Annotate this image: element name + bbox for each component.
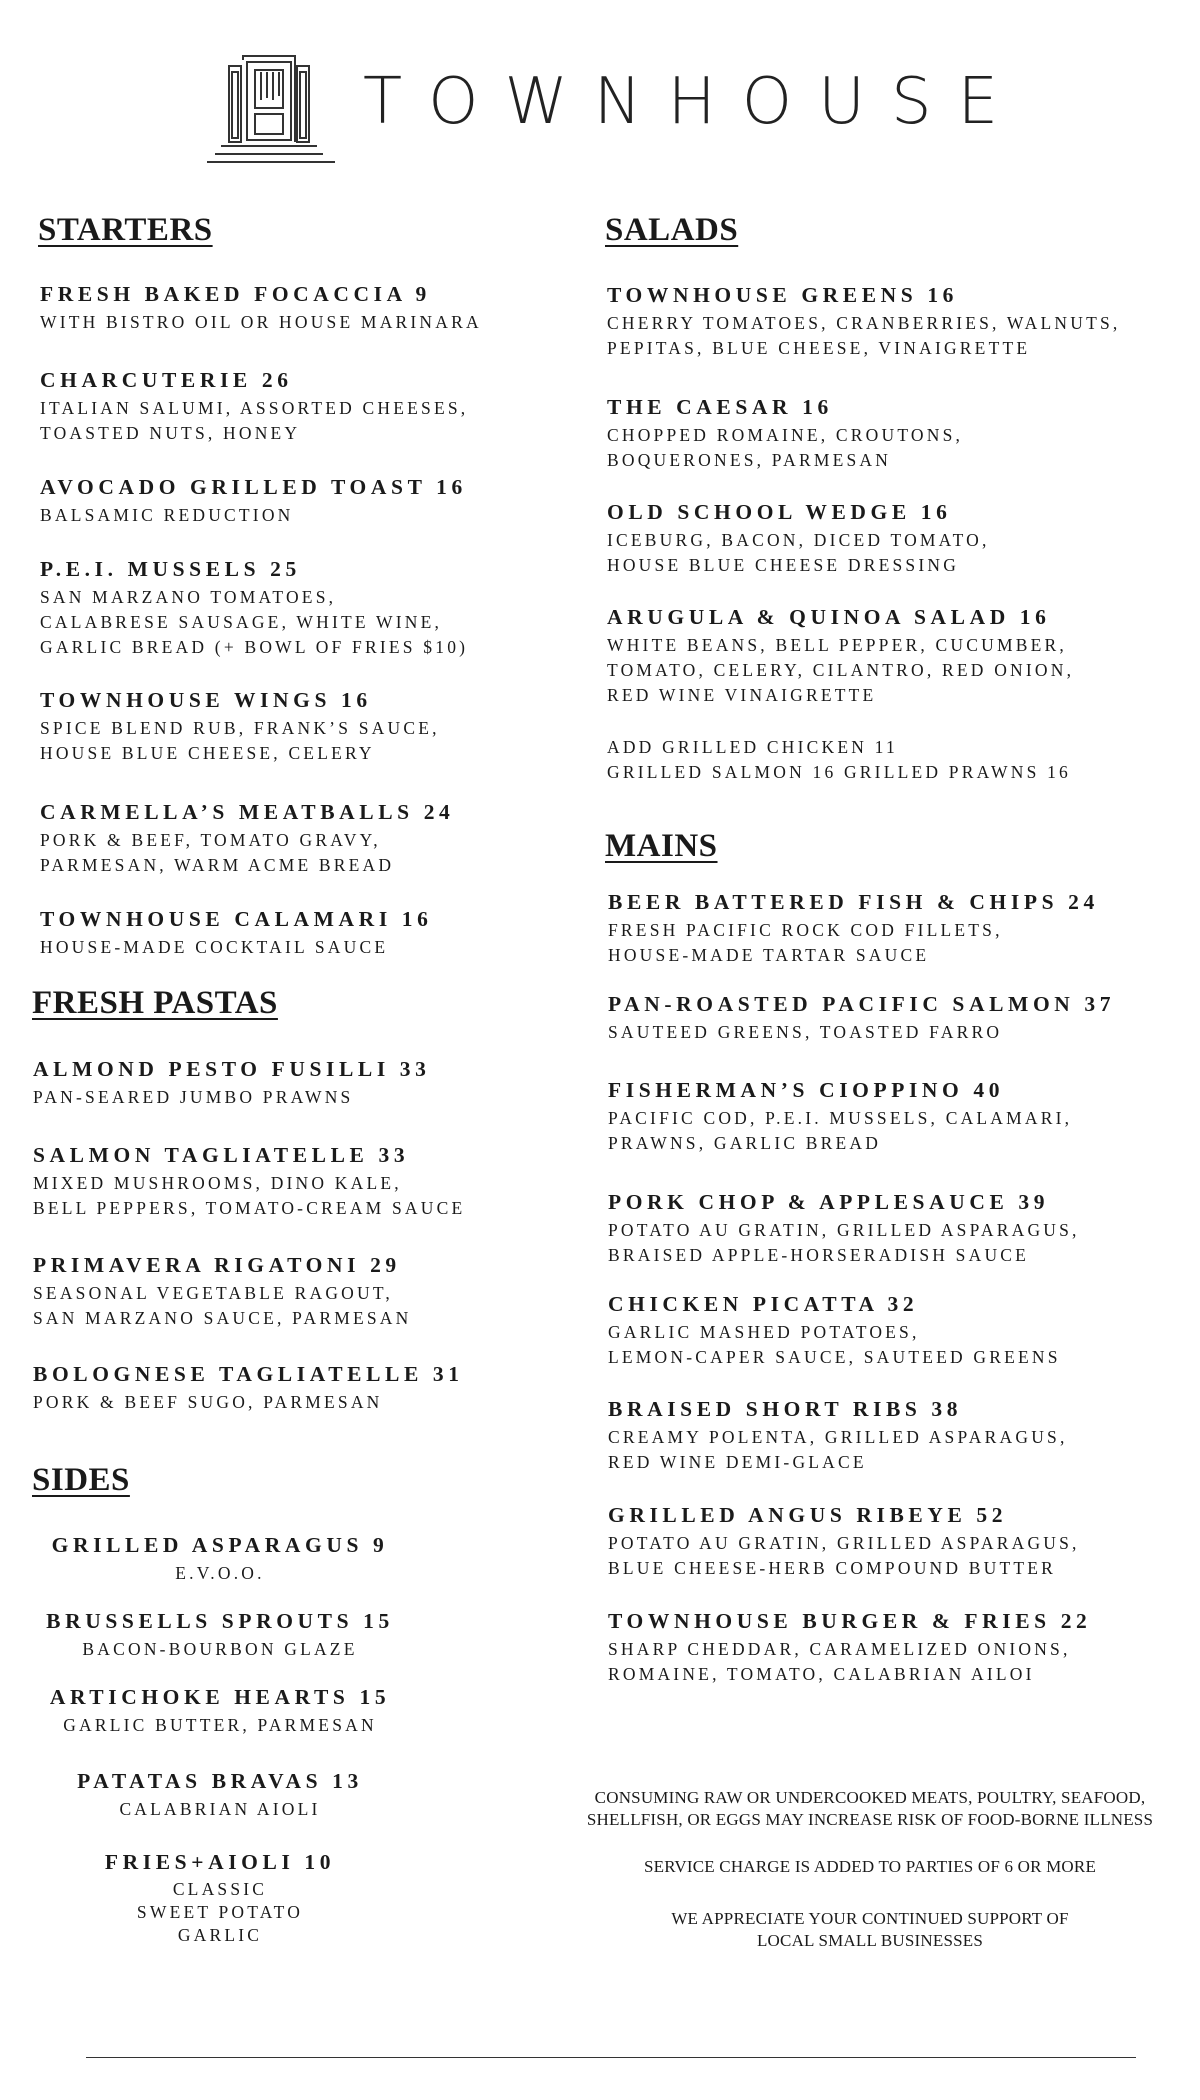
salad-addons xyxy=(607,735,1071,785)
item-desc: HOUSE BLUE CHEESE, CELERY xyxy=(40,743,375,763)
starter-item xyxy=(40,907,432,960)
item-name: CARMELLA’S MEATBALLS 24 xyxy=(40,800,455,824)
item-desc: SHARP CHEDDAR, CARAMELIZED ONIONS, xyxy=(608,1639,1071,1659)
item-desc: RED WINE VINAIGRETTE xyxy=(607,685,877,705)
side-item xyxy=(30,1533,410,1586)
item-name: P.E.I. MUSSELS 25 xyxy=(40,557,301,581)
item-name: TOWNHOUSE GREENS 16 xyxy=(607,283,959,307)
item-desc: BLUE CHEESE-HERB COMPOUND BUTTER xyxy=(608,1558,1057,1578)
item-name: PAN-ROASTED PACIFIC SALMON 37 xyxy=(608,992,1116,1016)
item-desc: GARLIC MASHED POTATOES, xyxy=(608,1322,920,1342)
item-name: FRESH BAKED FOCACCIA 9 xyxy=(40,282,431,306)
pasta-item xyxy=(33,1253,411,1331)
service-charge-note xyxy=(560,1856,1180,1878)
item-name: GRILLED ANGUS RIBEYE 52 xyxy=(608,1503,1008,1527)
item-desc: ROMAINE, TOMATO, CALABRIAN AILOI xyxy=(608,1664,1035,1684)
item-name: PATATAS BRAVAS 13 xyxy=(77,1769,363,1793)
item-desc: PACIFIC COD, P.E.I. MUSSELS, CALAMARI, xyxy=(608,1108,1073,1128)
item-desc: MIXED MUSHROOMS, DINO KALE, xyxy=(33,1173,402,1193)
item-desc: HOUSE-MADE COCKTAIL SAUCE xyxy=(40,937,389,957)
item-desc: BELL PEPPERS, TOMATO-CREAM SAUCE xyxy=(33,1198,466,1218)
raw-food-warning xyxy=(560,1787,1180,1831)
item-desc: CHERRY TOMATOES, CRANBERRIES, WALNUTS, xyxy=(607,313,1121,333)
item-desc: GARLIC BREAD (+ BOWL OF FRIES $10) xyxy=(40,637,469,657)
item-name: BRUSSELLS SPROUTS 15 xyxy=(46,1609,394,1633)
item-desc: TOMATO, CELERY, CILANTRO, RED ONION, xyxy=(607,660,1075,680)
item-desc: ICEBURG, BACON, DICED TOMATO, xyxy=(607,530,990,550)
item-name: FRIES+AIOLI 10 xyxy=(104,1850,336,1874)
item-desc: POTATO AU GRATIN, GRILLED ASPARAGUS, xyxy=(608,1220,1080,1240)
main-item xyxy=(608,1609,1091,1687)
support-note xyxy=(560,1908,1180,1952)
item-name: ARUGULA & QUINOA SALAD 16 xyxy=(607,605,1051,629)
salad-item xyxy=(607,500,990,578)
item-name: THE CAESAR 16 xyxy=(607,395,833,419)
salads-heading: SALADS xyxy=(605,212,739,248)
item-name: TOWNHOUSE BURGER & FRIES 22 xyxy=(608,1609,1092,1633)
main-item xyxy=(608,1078,1072,1156)
item-desc: FRESH PACIFIC ROCK COD FILLETS, xyxy=(608,920,1003,940)
item-name: FISHERMAN’S CIOPPINO 40 xyxy=(608,1078,1005,1102)
starter-item xyxy=(40,282,482,335)
pasta-item xyxy=(33,1362,464,1415)
item-desc: PARMESAN, WARM ACME BREAD xyxy=(40,855,395,875)
item-desc: GARLIC BUTTER, PARMESAN xyxy=(63,1715,377,1735)
note-line: SHELLFISH, OR EGGS MAY INCREASE RISK OF FOOD-BORNE ILLNESS xyxy=(586,1810,1154,1829)
item-desc: RED WINE DEMI-GLACE xyxy=(608,1452,867,1472)
item-name: AVOCADO GRILLED TOAST 16 xyxy=(40,475,467,499)
item-desc: PORK & BEEF SUGO, PARMESAN xyxy=(33,1392,383,1412)
townhouse-door-logo-icon xyxy=(205,50,345,170)
starter-item xyxy=(40,368,468,446)
item-name: CHARCUTERIE 26 xyxy=(40,368,293,392)
item-desc: WHITE BEANS, BELL PEPPER, CUCUMBER, xyxy=(607,635,1067,655)
item-desc: BACON-BOURBON GLAZE xyxy=(82,1639,358,1659)
main-item xyxy=(608,890,1099,968)
item-desc: E.V.O.O. xyxy=(175,1563,265,1583)
item-name: PORK CHOP & APPLESAUCE 39 xyxy=(608,1190,1050,1214)
item-name: SALMON TAGLIATELLE 33 xyxy=(33,1143,410,1167)
starter-item xyxy=(40,800,454,878)
item-desc: SWEET POTATO xyxy=(136,1902,304,1922)
main-item xyxy=(608,1190,1080,1268)
item-desc: CREAMY POLENTA, GRILLED ASPARAGUS, xyxy=(608,1427,1068,1447)
sides-heading: SIDES xyxy=(32,1462,130,1498)
item-name: BRAISED SHORT RIBS 38 xyxy=(608,1397,963,1421)
salad-item xyxy=(607,605,1074,708)
item-desc: BOQUERONES, PARMESAN xyxy=(607,450,892,470)
item-desc: TOASTED NUTS, HONEY xyxy=(40,423,301,443)
item-desc: PORK & BEEF, TOMATO GRAVY, xyxy=(40,830,381,850)
side-item xyxy=(30,1609,410,1662)
side-item xyxy=(30,1850,410,1947)
pasta-item xyxy=(33,1057,431,1110)
salad-item xyxy=(607,395,963,473)
starters-heading: STARTERS xyxy=(38,212,213,248)
item-desc: GARLIC xyxy=(177,1925,263,1945)
starter-item xyxy=(40,475,467,528)
item-desc: CALABRIAN AIOLI xyxy=(119,1799,321,1819)
item-name: BOLOGNESE TAGLIATELLE 31 xyxy=(33,1362,464,1386)
item-desc: PRAWNS, GARLIC BREAD xyxy=(608,1133,882,1153)
side-item xyxy=(30,1769,410,1822)
item-desc: SEASONAL VEGETABLE RAGOUT, xyxy=(33,1283,394,1303)
addon-line: GRILLED SALMON 16 GRILLED PRAWNS 16 xyxy=(607,762,1071,782)
note-line: CONSUMING RAW OR UNDERCOOKED MEATS, POULTRY, SEAFOOD, xyxy=(594,1788,1146,1807)
item-desc: BALSAMIC REDUCTION xyxy=(40,505,294,525)
item-name: ARTICHOKE HEARTS 15 xyxy=(49,1685,391,1709)
starter-item xyxy=(40,688,440,766)
item-desc: HOUSE BLUE CHEESE DRESSING xyxy=(607,555,960,575)
item-desc: SAN MARZANO SAUCE, PARMESAN xyxy=(33,1308,412,1328)
bottom-divider xyxy=(86,2057,1136,2058)
item-name: ALMOND PESTO FUSILLI 33 xyxy=(33,1057,431,1081)
item-desc: CLASSIC xyxy=(172,1879,268,1899)
main-item xyxy=(608,992,1115,1045)
salad-item xyxy=(607,283,1120,361)
item-desc: CALABRESE SAUSAGE, WHITE WINE, xyxy=(40,612,443,632)
brand-name: TOWNHOUSE xyxy=(363,65,1025,139)
item-name: CHICKEN PICATTA 32 xyxy=(608,1292,919,1316)
item-name: TOWNHOUSE CALAMARI 16 xyxy=(40,907,433,931)
item-desc: SPICE BLEND RUB, FRANK’S SAUCE, xyxy=(40,718,440,738)
item-name: BEER BATTERED FISH & CHIPS 24 xyxy=(608,890,1099,914)
note-line: LOCAL SMALL BUSINESSES xyxy=(756,1931,984,1950)
item-desc: LEMON-CAPER SAUCE, SAUTEED GREENS xyxy=(608,1347,1061,1367)
item-desc: BRAISED APPLE-HORSERADISH SAUCE xyxy=(608,1245,1030,1265)
item-desc: POTATO AU GRATIN, GRILLED ASPARAGUS, xyxy=(608,1533,1080,1553)
item-name: TOWNHOUSE WINGS 16 xyxy=(40,688,372,712)
item-name: OLD SCHOOL WEDGE 16 xyxy=(607,500,952,524)
main-item xyxy=(608,1503,1080,1581)
side-item xyxy=(30,1685,410,1738)
item-desc: WITH BISTRO OIL OR HOUSE MARINARA xyxy=(40,312,482,332)
item-desc: PAN-SEARED JUMBO PRAWNS xyxy=(33,1087,354,1107)
addon-line: ADD GRILLED CHICKEN 11 xyxy=(607,737,898,757)
item-desc: SAUTEED GREENS, TOASTED FARRO xyxy=(608,1022,1003,1042)
item-desc: SAN MARZANO TOMATOES, xyxy=(40,587,337,607)
item-desc: ITALIAN SALUMI, ASSORTED CHEESES, xyxy=(40,398,469,418)
item-name: GRILLED ASPARAGUS 9 xyxy=(51,1533,389,1557)
main-item xyxy=(608,1397,1068,1475)
pasta-item xyxy=(33,1143,465,1221)
note-line: WE APPRECIATE YOUR CONTINUED SUPPORT OF xyxy=(671,1909,1069,1928)
item-desc: CHOPPED ROMAINE, CROUTONS, xyxy=(607,425,964,445)
item-desc: PEPITAS, BLUE CHEESE, VINAIGRETTE xyxy=(607,338,1031,358)
mains-heading: MAINS xyxy=(605,828,718,864)
fresh-pastas-heading: FRESH PASTAS xyxy=(32,985,278,1021)
starter-item xyxy=(40,557,468,660)
note-line: SERVICE CHARGE IS ADDED TO PARTIES OF 6 OR MORE xyxy=(643,1857,1097,1876)
item-desc: HOUSE-MADE TARTAR SAUCE xyxy=(608,945,930,965)
main-item xyxy=(608,1292,1061,1370)
item-name: PRIMAVERA RIGATONI 29 xyxy=(33,1253,401,1277)
